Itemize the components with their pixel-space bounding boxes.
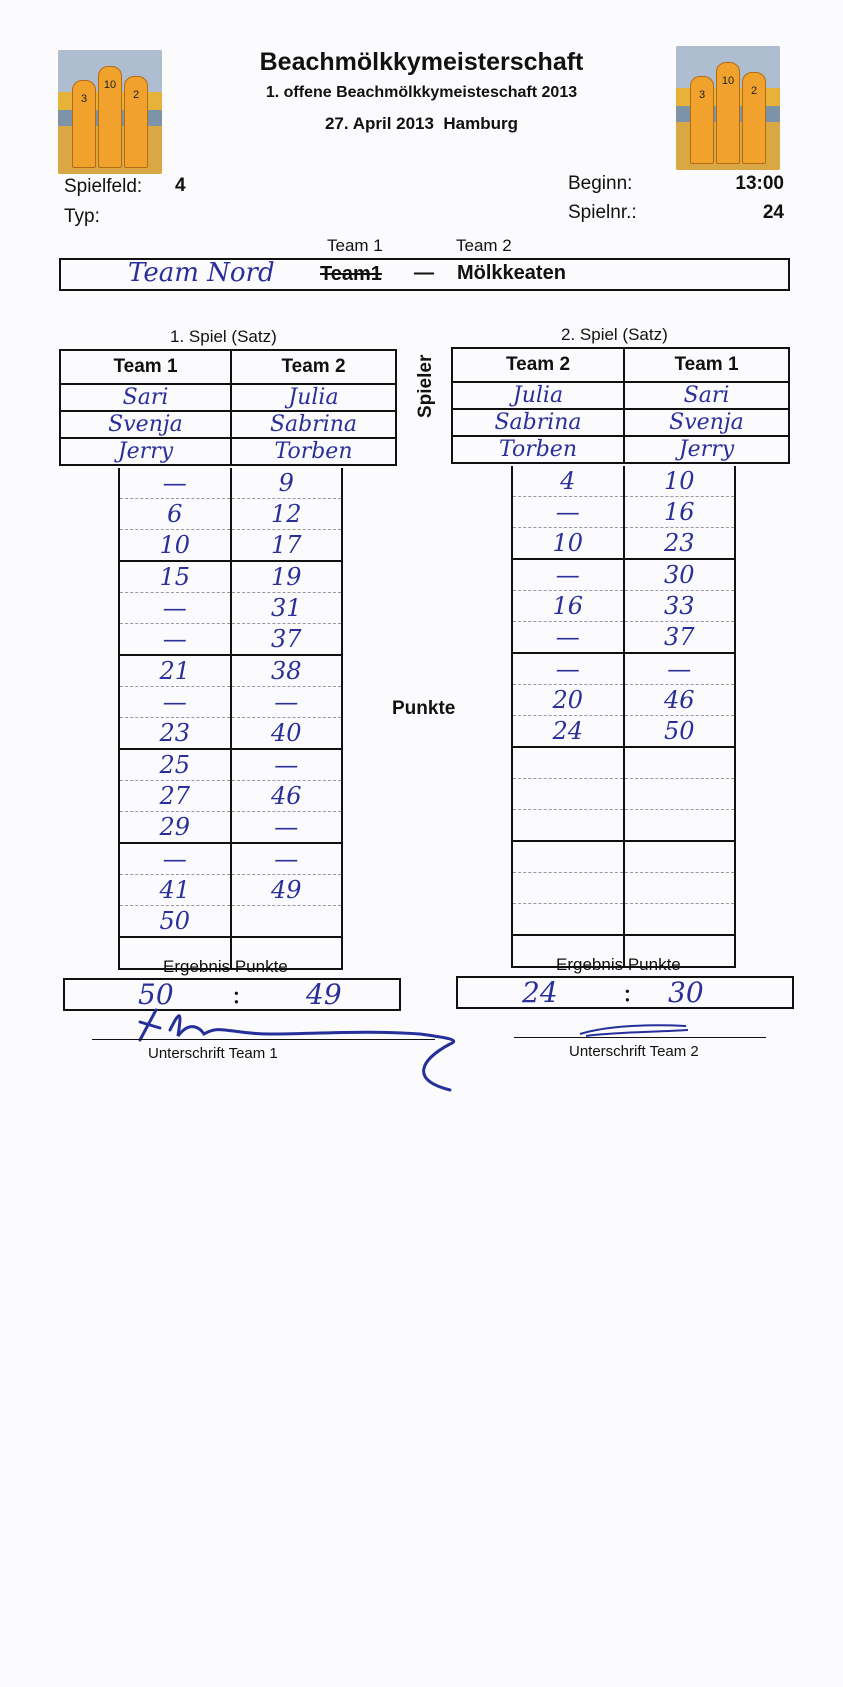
score-cell-left: — [119,468,231,499]
game1-result-right: 49 [306,978,342,1011]
score-cell-right: 37 [624,622,736,654]
game2-score-table [511,466,736,968]
game1-player: Sabrina [231,411,396,438]
score-cell-left: 23 [119,718,231,750]
game1-title: 1. Spiel (Satz) [170,327,277,346]
team1-signature-label: Unterschrift Team 1 [148,1045,278,1062]
score-cell-left: 10 [119,530,231,562]
score-cell-left: — [119,593,231,624]
score-cell-right: 50 [624,716,736,748]
score-row [119,655,342,687]
game1-score-table [118,468,343,970]
score-cell-left: — [119,843,231,875]
score-cell-right: 17 [231,530,343,562]
beginn-value: 13:00 [735,173,784,194]
game2-player: Svenja [624,409,789,436]
score-cell-left: 10 [512,528,624,560]
score-cell-right: 9 [231,468,343,499]
score-row [512,528,735,560]
score-row [512,497,735,528]
spielfeld-label: Spielfeld: [64,176,143,197]
game2-players-table [451,347,790,464]
spielfeld-value: 4 [175,175,186,196]
game2-result-left: 24 [522,976,558,1009]
score-cell-left: 6 [119,499,231,530]
game1-player: Sari [60,384,231,411]
score-row [119,530,342,562]
game2-col-left: Team 2 [452,348,624,382]
score-cell-left: 21 [119,655,231,687]
score-row [119,718,342,750]
score-cell-right [624,810,736,842]
score-row [512,747,735,779]
score-cell-right [624,873,736,904]
score-cell-left: 16 [512,591,624,622]
score-cell-left: — [119,687,231,718]
game1-result-label: Ergebnis Punkte [163,957,288,976]
score-cell-left [512,873,624,904]
score-row [119,906,342,938]
page-subtitle: 1. offene Beachmölkkymeisteschaft 2013 [265,84,578,101]
score-cell-left: — [512,497,624,528]
score-row [512,904,735,936]
game2-col-right: Team 1 [624,348,789,382]
score-cell-right: 12 [231,499,343,530]
score-cell-right: 16 [624,497,736,528]
score-row [512,779,735,810]
score-row [512,559,735,591]
score-cell-right [624,841,736,873]
spielnr-label: Spielnr.: [568,202,637,223]
score-row [512,841,735,873]
game1-player: Julia [231,384,396,411]
score-cell-left: 50 [119,906,231,938]
score-cell-right [624,779,736,810]
score-cell-right: 19 [231,561,343,593]
team2-name: Mölkkeaten [457,262,566,284]
score-row [119,843,342,875]
match-dash: — [414,262,434,284]
team1-label: Team 1 [327,236,383,255]
score-cell-left [512,904,624,936]
score-row [119,687,342,718]
score-cell-left: 20 [512,685,624,716]
game1-col-right: Team 2 [231,350,396,384]
score-row [119,561,342,593]
team2-signature-line [514,1037,766,1038]
score-cell-left: — [119,624,231,656]
score-cell-right: 46 [231,781,343,812]
game1-col-left: Team 1 [60,350,231,384]
tournament-logo-right: 3 10 2 [676,46,780,170]
score-cell-left: 15 [119,561,231,593]
score-cell-right: — [231,687,343,718]
score-row [512,466,735,497]
score-cell-right: — [231,843,343,875]
date-place: 27. April 2013 Hamburg [324,114,519,133]
game2-result-sep: : [623,978,632,1008]
score-row [512,716,735,748]
score-cell-right: — [624,653,736,685]
score-row [512,810,735,842]
score-cell-right: 30 [624,559,736,591]
score-row [512,685,735,716]
score-cell-left: — [512,622,624,654]
team1-signature-line [92,1039,435,1040]
page-title: Beachmölkkymeisterschaft [259,48,584,76]
spielnr-value: 24 [762,202,784,223]
score-cell-left [512,810,624,842]
score-cell-right: 23 [624,528,736,560]
score-cell-left: 4 [512,466,624,497]
score-cell-right: — [231,749,343,781]
score-cell-left: — [512,559,624,591]
spieler-label: Spieler [415,354,436,418]
score-cell-right: 49 [231,875,343,906]
score-cell-right: 37 [231,624,343,656]
score-cell-right: 10 [624,466,736,497]
game2-player: Sabrina [452,409,624,436]
typ-label: Typ: [64,206,100,227]
game2-player: Julia [452,382,624,409]
score-cell-right: 38 [231,655,343,687]
team1-printed-name: Team1 [320,263,382,285]
game2-player: Torben [452,436,624,463]
score-row [119,749,342,781]
team2-label: Team 2 [456,236,512,255]
game2-result-label: Ergebnis Punkte [556,955,681,974]
score-cell-left: 24 [512,716,624,748]
score-cell-left: 29 [119,812,231,844]
team1-handwritten-name: Team Nord [128,258,275,288]
game1-result-sep: : [232,980,241,1010]
score-cell-left: 25 [119,749,231,781]
score-row [512,622,735,654]
game2-title: 2. Spiel (Satz) [561,325,668,344]
score-row [119,624,342,656]
beginn-label: Beginn: [568,173,633,194]
score-row [512,591,735,622]
punkte-label: Punkte [392,698,456,719]
score-row [119,499,342,530]
game1-players-table [59,349,397,466]
score-row [119,812,342,844]
game2-player: Sari [624,382,789,409]
game2-result-right: 30 [668,976,704,1009]
score-cell-left [512,779,624,810]
game1-player: Torben [231,438,396,465]
score-cell-left: 41 [119,875,231,906]
score-row [512,873,735,904]
game1-result-left: 50 [138,978,174,1011]
score-row [119,781,342,812]
score-row [512,653,735,685]
score-cell-left [512,747,624,779]
score-cell-right [624,747,736,779]
score-cell-right: 33 [624,591,736,622]
game2-player: Jerry [624,436,789,463]
score-cell-right: — [231,812,343,844]
score-row [119,468,342,499]
score-cell-left: — [512,653,624,685]
score-row [119,593,342,624]
score-cell-left: 27 [119,781,231,812]
score-cell-right: 40 [231,718,343,750]
score-cell-right: 46 [624,685,736,716]
score-cell-right: 31 [231,593,343,624]
score-row [119,875,342,906]
team2-signature-label: Unterschrift Team 2 [569,1043,699,1060]
game1-player: Jerry [60,438,231,465]
tournament-logo-left: 3 10 2 [58,50,162,174]
score-cell-left [512,841,624,873]
score-cell-right [624,904,736,936]
game1-player: Svenja [60,411,231,438]
score-cell-right [231,906,343,938]
